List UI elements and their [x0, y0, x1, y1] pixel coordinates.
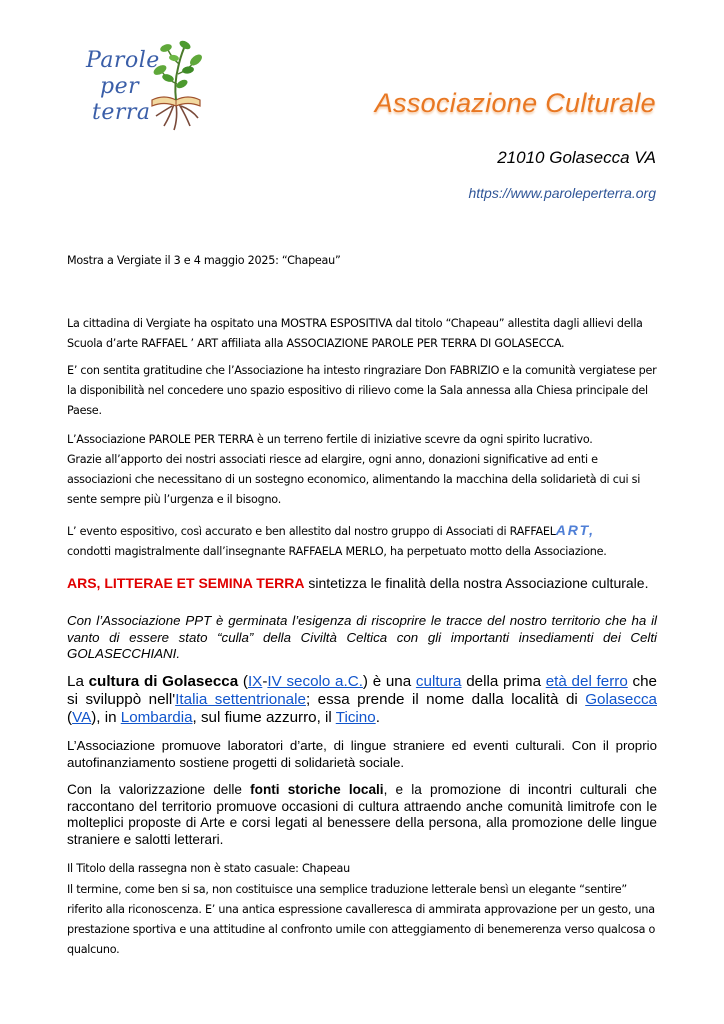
text-fragment: ) è una — [362, 673, 416, 690]
city-address: 21010 Golasecca VA — [497, 148, 656, 167]
paragraph-thanks: E’ con sentita gratitudine che l’Associazione ha intesto ringraziare Don FABRIZIO e la comunità vergiatese per la disponibilità nel concedere uno spazio espositivo di rilievo come la Sala annessa alla Chiesa principale del Paese. — [67, 364, 657, 417]
paragraph-golasecca-culture — [67, 673, 657, 727]
logo-word-2: per — [100, 74, 140, 99]
text-fragment: ; essa prende il nome dalla località di — [305, 691, 586, 708]
text-fragment: , e la promozione di incontri culturali che raccontano del territorio promuove occasioni di cultura attraendo anche comunità limitrofe con le molteplici proposte di Arte e corsi legati al benessere della persona, alla promozione delle lingue straniere e salotti letterari. — [67, 782, 657, 847]
text-fragment: - — [262, 673, 268, 690]
text-fragment: che si sviluppò nell' — [67, 673, 657, 708]
paragraph-association-rest: Grazie all’apporto dei nostri associati riesce ad elargire, ogni anno, donazioni significative ad enti e associazioni che necessitano di un sostegno economico, alimentando la macchina della solidarietà di cui si sente sempre più l’urgenza e il bisogno. — [67, 453, 641, 506]
website-link[interactable]: https://www.paroleperterra.org — [468, 185, 656, 201]
link-cultura[interactable]: cultura — [415, 673, 462, 690]
link-va[interactable]: VA — [72, 709, 92, 726]
link-iron-age[interactable]: età del ferro — [545, 673, 628, 690]
text-fragment: della prima — [461, 673, 546, 690]
link-ticino[interactable]: Ticino — [335, 709, 376, 726]
motto-rest: sintetizza le finalità della nostra Associazione culturale. — [304, 575, 649, 591]
paragraph-activities: L’Associazione promuove laboratori d’arte, di lingue straniere ed eventi culturali. Con il proprio autofinanziamento sostiene progetti di solidarietà sociale. — [67, 738, 657, 770]
paragraph-motto — [67, 575, 657, 592]
text-fragment: ( — [67, 709, 73, 726]
text-fragment: , sul fiume azzurro, il — [192, 709, 336, 726]
paragraph-valorization — [67, 782, 657, 848]
paragraph-association-line1: L’Associazione PAROLE PER TERRA è un terreno fertile di iniziative scevre da ogni spirito lucrativo. — [67, 433, 593, 446]
paragraph-event — [67, 520, 657, 562]
paragraph-association — [67, 430, 657, 510]
paragraph-ppt: Con l’Associazione PPT è germinata l’esigenza di riscoprire le tracce del nostro territorio che ha il vanto di essere stato “culla” della Civiltà Celtica con gli importanti insediamenti dei Celti GOLASECCHIANI. — [67, 613, 657, 662]
paragraph-event-post: condotti magistralmente dall’insegnante RAFFAELA MERLO, ha perpetuato motto della Associazione. — [67, 545, 607, 558]
text-fragment: . — [375, 709, 380, 726]
link-century[interactable]: IV secolo a.C. — [267, 673, 363, 690]
text-fragment: Con la valorizzazione delle — [67, 782, 251, 797]
paragraph-intro: La cittadina di Vergiate ha ospitato una MOSTRA ESPOSITIVA dal titolo “Chapeau” allestita dagli allievi della Scuola d’arte RAFFAEL ’ ART affiliata alla ASSOCIAZIONE PAROLE PER TERRA DI GOLASECCA. — [67, 317, 643, 350]
organization-name: Associazione Culturale — [374, 88, 656, 118]
link-golasecca[interactable]: Golasecca — [585, 691, 657, 708]
text-fragment: La — [67, 673, 89, 690]
historical-sources: fonti storiche locali — [250, 782, 384, 797]
text-fragment: ( — [238, 673, 248, 690]
link-northern-italy[interactable]: Italia settentrionale — [175, 691, 306, 708]
text-fragment: ), in — [91, 709, 121, 726]
logo-word-3: terra — [92, 100, 151, 125]
motto-text: ARS, LITTERAE ET SEMINA TERRA — [67, 575, 305, 591]
logo — [86, 40, 214, 136]
link-lombardia[interactable]: Lombardia — [120, 709, 193, 726]
art-wordmark: ART, — [555, 522, 596, 538]
exhibition-title: Mostra a Vergiate il 3 e 4 maggio 2025: “Chapeau” — [67, 254, 341, 267]
culture-name: cultura di Golasecca — [88, 673, 239, 690]
paragraph-title-note: Il Titolo della rassegna non è stato casuale: Chapeau — [67, 862, 350, 875]
paragraph-chapeau-meaning: Il termine, come ben si sa, non costituisce una semplice traduzione letterale bensì un elegante “sentire” riferito alla riconoscenza. E’ una antica espressione cavalleresca di ammirata approvazione per un gesto, una prestazione sportiva e una attitudine al confronto umile con atteggiamento di benemerenza verso qualcosa o qualcuno. — [67, 883, 656, 956]
logo-word-1: Parole — [86, 48, 160, 73]
paragraph-event-pre: L’ evento espositivo, così accurato e ben allestito dal nostro gruppo di Associati di RAFFAEL — [67, 525, 556, 538]
link-ix[interactable]: IX — [247, 673, 263, 690]
